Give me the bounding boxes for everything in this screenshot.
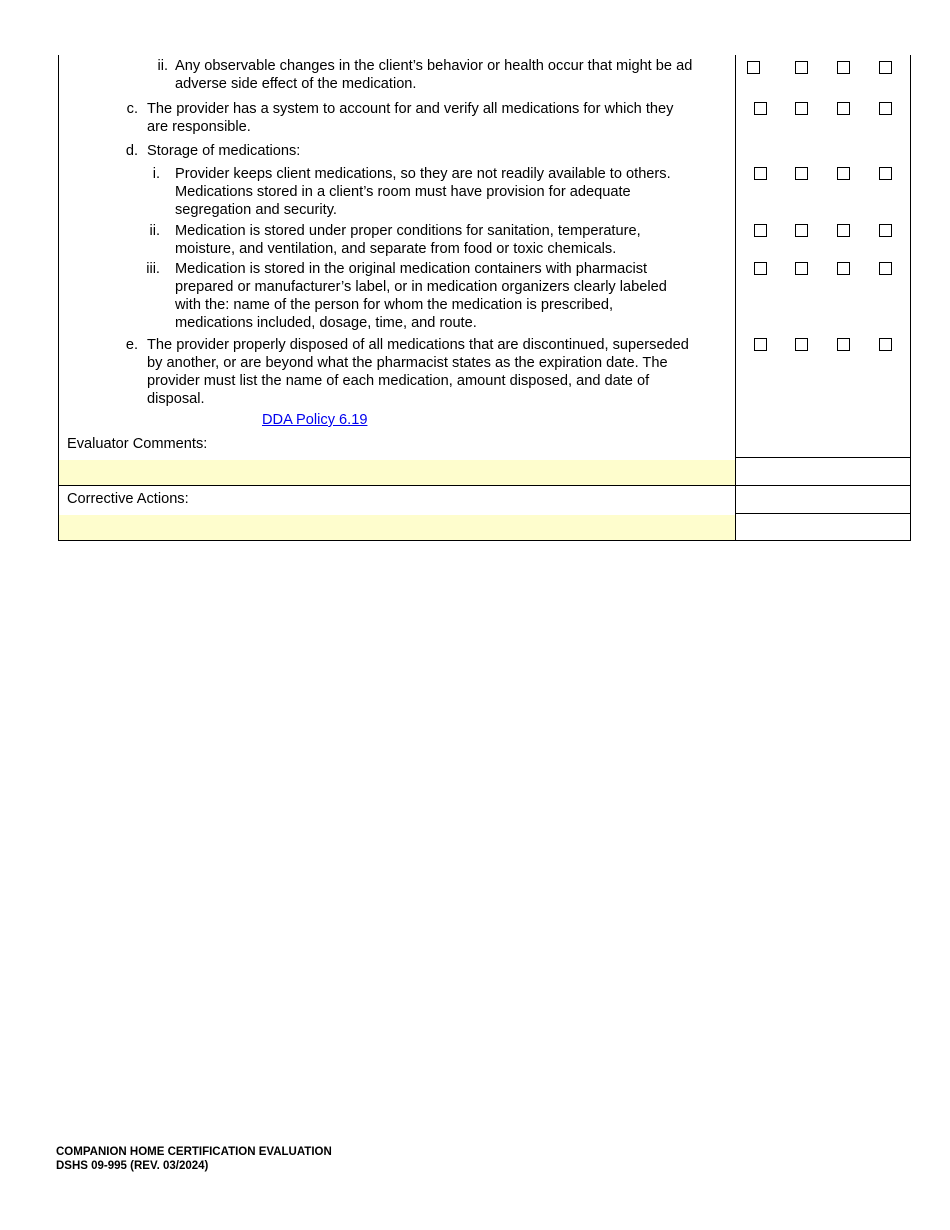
checkbox[interactable] bbox=[879, 338, 892, 351]
evaluator-comments-label: Evaluator Comments: bbox=[67, 436, 208, 452]
item-marker: ii. bbox=[157, 58, 168, 74]
item-text-line: Medication is stored under proper conditions for sanitation, temperature, bbox=[175, 223, 641, 239]
checkbox[interactable] bbox=[837, 262, 850, 275]
checkbox[interactable] bbox=[837, 224, 850, 237]
item-text-line: are responsible. bbox=[147, 119, 251, 135]
checkbox[interactable] bbox=[837, 102, 850, 115]
item-marker: iii. bbox=[146, 261, 160, 277]
item-text-line: Storage of medications: bbox=[147, 143, 301, 159]
item-text-line: adverse side effect of the medication. bbox=[175, 76, 417, 92]
item-text-line: by another, or are beyond what the pharmacist states as the expiration date. The bbox=[147, 355, 668, 371]
item-text-line: Medication is stored in the original medication containers with pharmacist bbox=[175, 261, 648, 277]
page-footer bbox=[56, 1145, 332, 1173]
item-text-line: Provider keeps client medications, so they are not readily available to others. bbox=[175, 166, 671, 182]
checkbox[interactable] bbox=[754, 167, 767, 180]
checkbox[interactable] bbox=[879, 224, 892, 237]
checkbox[interactable] bbox=[837, 338, 850, 351]
checkbox[interactable] bbox=[754, 262, 767, 275]
checkbox[interactable] bbox=[747, 61, 760, 74]
item-text-line: segregation and security. bbox=[175, 202, 337, 218]
item-text-line: disposal. bbox=[147, 391, 205, 407]
evaluation-form-section bbox=[58, 55, 911, 541]
checkbox[interactable] bbox=[837, 61, 850, 74]
item-text-line: The provider has a system to account for and verify all medications for which they bbox=[147, 101, 674, 117]
checkbox-area-bottom-border bbox=[735, 457, 911, 458]
dda-policy-link[interactable]: DDA Policy 6.19 bbox=[262, 412, 368, 428]
item-text-line: The provider properly disposed of all medications that are discontinued, superseded bbox=[147, 337, 689, 353]
right-border bbox=[910, 55, 911, 541]
checkbox[interactable] bbox=[837, 167, 850, 180]
checkbox[interactable] bbox=[879, 167, 892, 180]
checkbox[interactable] bbox=[879, 61, 892, 74]
item-marker: c. bbox=[126, 101, 138, 117]
checkbox[interactable] bbox=[754, 102, 767, 115]
checkbox[interactable] bbox=[754, 338, 767, 351]
corrective-label-bottom-border bbox=[735, 513, 911, 514]
checkbox[interactable] bbox=[879, 102, 892, 115]
evaluator-fill-bottom-border bbox=[58, 485, 911, 486]
form-bottom-border bbox=[58, 540, 911, 541]
checkbox[interactable] bbox=[795, 102, 808, 115]
item-text-line: prepared or manufacturer’s label, or in medication organizers clearly labeled bbox=[175, 279, 667, 295]
checkbox[interactable] bbox=[879, 262, 892, 275]
item-marker: i. bbox=[152, 166, 160, 182]
checkbox[interactable] bbox=[795, 224, 808, 237]
checkbox[interactable] bbox=[795, 338, 808, 351]
checkbox[interactable] bbox=[795, 167, 808, 180]
item-text-line: provider must list the name of each medication, amount disposed, and date of bbox=[147, 373, 650, 389]
item-text-line: moisture, and ventilation, and separate from food or toxic chemicals. bbox=[175, 241, 617, 257]
item-marker: e. bbox=[125, 337, 138, 353]
item-text-line: medications included, dosage, time, and route. bbox=[175, 315, 477, 331]
item-text-line: Medications stored in a client’s room must have provision for adequate bbox=[175, 184, 631, 200]
item-text-line: Any observable changes in the client’s behavior or health occur that might be ad bbox=[175, 58, 693, 74]
item-marker: ii. bbox=[149, 223, 160, 239]
item-marker: d. bbox=[125, 143, 138, 159]
corrective-actions-label: Corrective Actions: bbox=[67, 491, 189, 507]
item-text-line: with the: name of the person for whom the medication is prescribed, bbox=[175, 297, 614, 313]
checkbox[interactable] bbox=[795, 262, 808, 275]
evaluator-comments-input[interactable] bbox=[59, 460, 735, 485]
footer-form-number: DSHS 09-995 (REV. 03/2024) bbox=[56, 1160, 209, 1172]
checkbox[interactable] bbox=[795, 61, 808, 74]
corrective-actions-input[interactable] bbox=[59, 515, 735, 540]
column-divider bbox=[735, 55, 736, 541]
footer-form-title: COMPANION HOME CERTIFICATION EVALUATION bbox=[56, 1146, 332, 1158]
checkbox[interactable] bbox=[754, 224, 767, 237]
